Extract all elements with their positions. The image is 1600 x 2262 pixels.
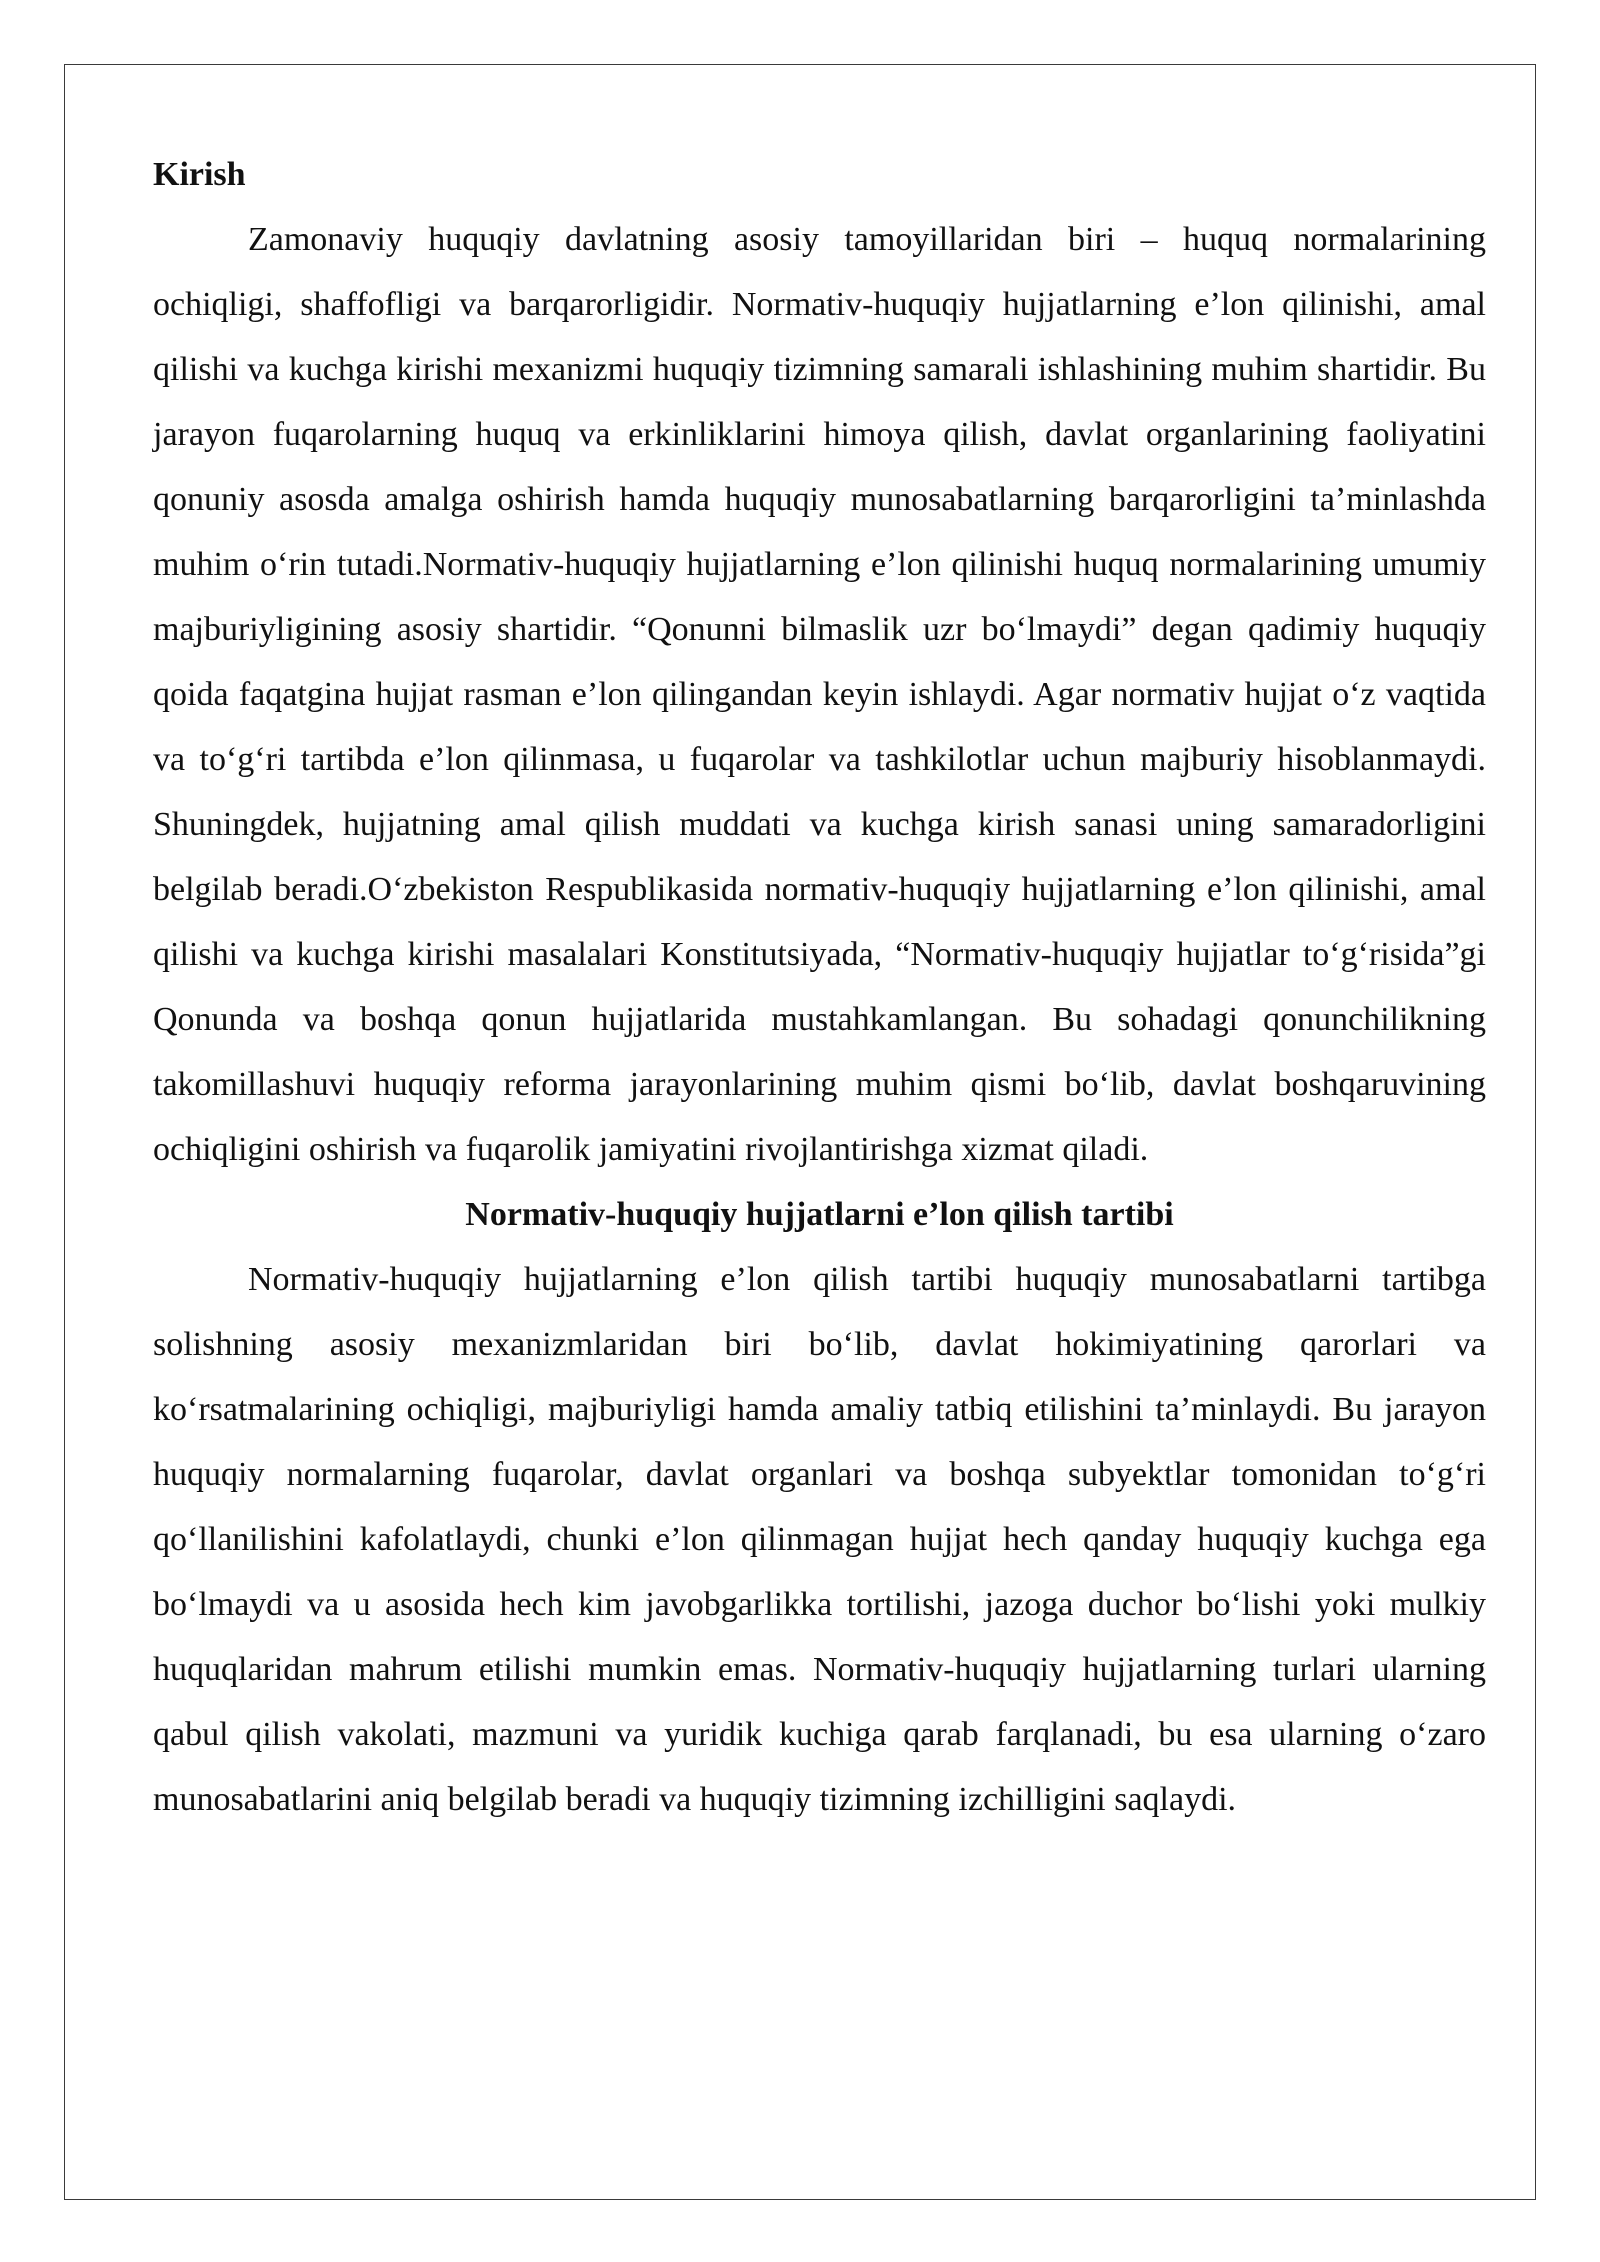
publication-procedure-paragraph: Normativ-huquqiy hujjatlarning e’lon qilish tartibi huquqiy munosabatlarni tartibga solishning asosiy mexanizmlaridan biri bo‘lib, davlat hokimiyatining qarorlari va ko‘rsatmalarining ochiqligi, majburiyligi hamda amaliy tatbiq etilishini ta’minlaydi. Bu jarayon huquqiy normalarning fuqarolar, davlat organlari va boshqa subyektlar tomonidan to‘g‘ri qo‘llanilishini kafolatlaydi, chunki e’lon qilinmagan hujjat hech qanday huquqiy kuchga ega bo‘lmaydi va u asosida hech kim javobgarlikka tortilishi, jazoga duchor bo‘lishi yoki mulkiy huquqlaridan mahrum etilishi mumkin emas. Normativ-huquqiy hujjatlarning turlari ularning qabul qilish vakolati, mazmuni va yuridik kuchiga qarab farqlanadi, bu esa ularning o‘zaro munosabatlarini aniq belgilab beradi va huquqiy tizimning izchilligini saqlaydi. xyxy=(153,1261,1486,1818)
section-heading-introduction: Kirish xyxy=(153,156,246,193)
section-heading-publication-procedure: Normativ-huquqiy hujjatlarni e’lon qilish tartibi xyxy=(465,1196,1174,1233)
document-body xyxy=(153,142,1486,1832)
introduction-paragraph: Zamonaviy huquqiy davlatning asosiy tamoyillaridan biri – huquq normalarining ochiqligi, shaffofligi va barqarorligidir. Normativ-huquqiy hujjatlarning e’lon qilinishi, amal qilishi va kuchga kirishi mexanizmi huquqiy tizimning samarali ishlashining muhim shartidir. Bu jarayon fuqarolarning huquq va erkinliklarini himoya qilish, davlat organlarining faoliyatini qonuniy asosda amalga oshirish hamda huquqiy munosabatlarning barqarorligini ta’minlashda muhim o‘rin tutadi.Normativ-huquqiy hujjatlarning e’lon qilinishi huquq normalarining umumiy majburiyligining asosiy shartidir. “Qonunni bilmaslik uzr bo‘lmaydi” degan qadimiy huquqiy qoida faqatgina hujjat rasman e’lon qilingandan keyin ishlaydi. Agar normativ hujjat o‘z vaqtida va to‘g‘ri tartibda e’lon qilinmasa, u fuqarolar va tashkilotlar uchun majburiy hisoblanmaydi. Shuningdek, hujjatning amal qilish muddati va kuchga kirish sanasi uning samaradorligini belgilab beradi.O‘zbekiston Respublikasida normativ-huquqiy hujjatlarning e’lon qilinishi, amal qilishi va kuchga kirishi masalalari Konstitutsiyada, “Normativ-huquqiy hujjatlar to‘g‘risida”gi Qonunda va boshqa qonun hujjatlarida mustahkamlangan. Bu sohadagi qonunchilikning takomillashuvi huquqiy reforma jarayonlarining muhim qismi bo‘lib, davlat boshqaruvining ochiqligini oshirish va fuqarolik jamiyatini rivojlantirishga xizmat qiladi. xyxy=(153,221,1486,1168)
